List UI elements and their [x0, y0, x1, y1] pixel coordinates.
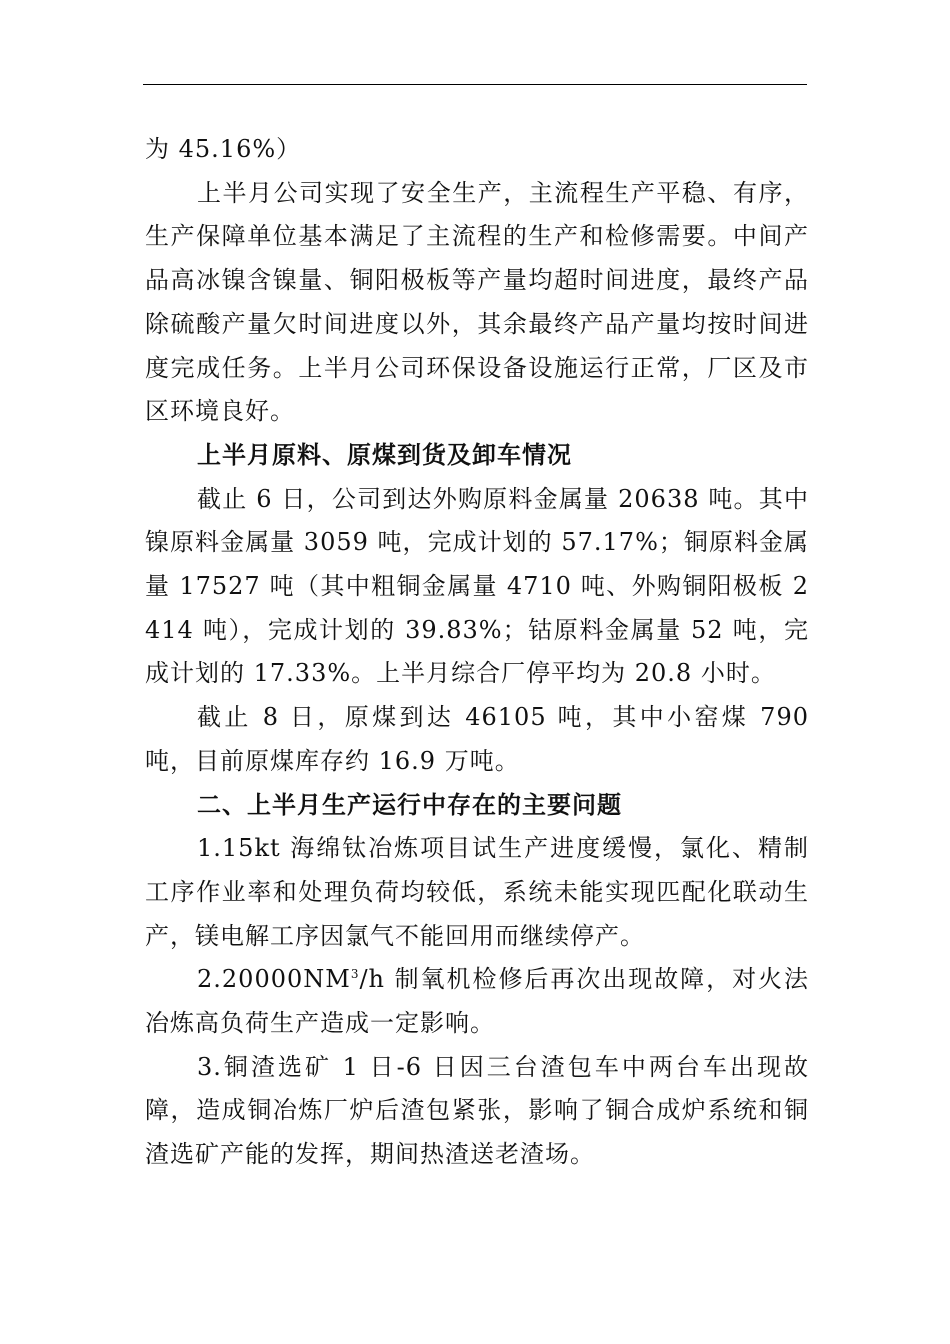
heading-raw-material-arrival: 上半月原料、原煤到货及卸车情况	[197, 440, 572, 469]
continued-text: 为 45.16%）	[145, 135, 302, 163]
problem-item-3: 3.铜渣选矿 1 日-6 日因三台渣包车中两台车出现故障，造成铜冶炼厂炉后渣包紧张，影响了铜合成炉系统和铜渣选矿产能的发挥，期间热渣送老渣场。	[145, 1052, 809, 1169]
problem-item-2-text-a: 2.20000NM	[197, 965, 351, 994]
paragraph-raw-material-metal: 截止 6 日，公司到达外购原料金属量 20638 吨。其中镍原料金属量 3059 吨，完成计划的 57.17%；铜原料金属量 17527 吨（其中粗铜金属量 4710 吨、外购铜阳极板 2414 吨），完成计划的 39.83%；钴原料金属量 52 吨，完成计划的 17.33%。上半月综合厂停平均为 20.8 小时。	[145, 484, 809, 688]
problem-item-2-superscript: 3	[350, 967, 360, 982]
document-body	[145, 128, 809, 1177]
paragraph-coal-arrival: 截止 8 日，原煤到达 46105 吨，其中小窑煤 790 吨，目前原煤库存约 16.9 万吨。	[145, 703, 809, 775]
header-rule	[143, 84, 807, 85]
heading-main-problems: 二、上半月生产运行中存在的主要问题	[197, 790, 622, 819]
problem-item-1: 1.15kt 海绵钛冶炼项目试生产进度缓慢，氯化、精制工序作业率和处理负荷均较低，系统未能实现匹配化联动生产，镁电解工序因氯气不能回用而继续停产。	[145, 834, 809, 950]
problem-item-2	[145, 958, 809, 1045]
continued-line	[145, 128, 809, 172]
problem-item-2-text-b: /h 制氧机检修后再次出现故障，对火法冶炼高负荷生产造成一定影响。	[145, 965, 809, 1038]
paragraph-safety-production: 上半月公司实现了安全生产，主流程生产平稳、有序，生产保障单位基本满足了主流程的生产和检修需要。中间产品高冰镍含镍量、铜阳极板等产量均超时间进度，最终产品除硫酸产量欠时间进度以外，其余最终产品产量均按时间进度完成任务。上半月公司环保设备设施运行正常，厂区及市区环境良好。	[145, 178, 809, 426]
